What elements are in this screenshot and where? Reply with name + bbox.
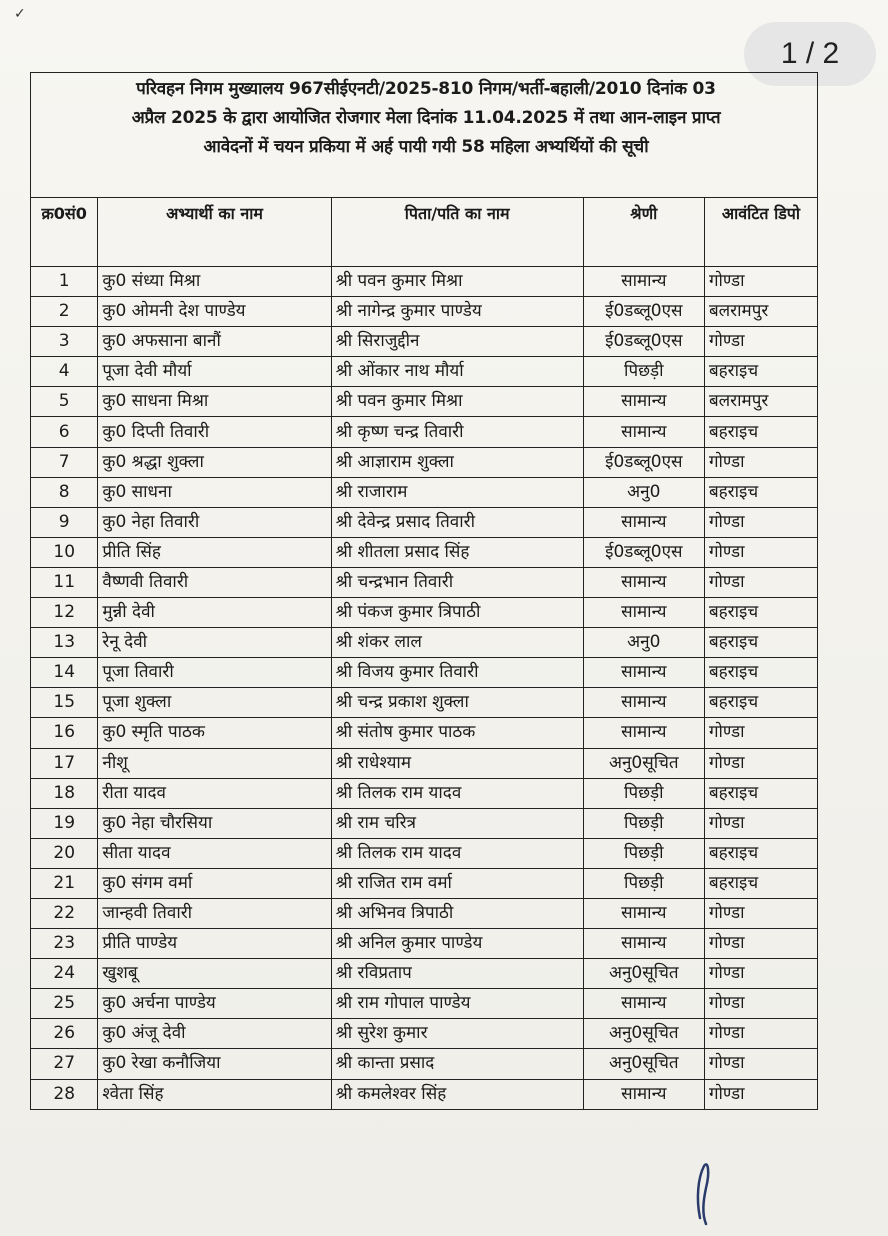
- cell-category: सामान्य: [583, 387, 704, 417]
- column-header-father-husband-name: पिता/पति का नाम: [331, 198, 583, 267]
- table-row: [31, 959, 818, 989]
- table-row: [31, 838, 818, 868]
- cell-candidate-name: सीता यादव: [98, 838, 331, 868]
- cell-father-husband-name: श्री शंकर लाल: [331, 628, 583, 658]
- cell-allotted-depot: गोण्डा: [704, 1049, 817, 1079]
- cell-allotted-depot: बहराइच: [704, 838, 817, 868]
- cell-category: सामान्य: [583, 1079, 704, 1109]
- cell-allotted-depot: गोण्डा: [704, 507, 817, 537]
- cell-candidate-name: रीता यादव: [98, 778, 331, 808]
- cell-category: पिछड़ी: [583, 778, 704, 808]
- cell-candidate-name: कु0 दिप्ती तिवारी: [98, 417, 331, 447]
- column-header-category: श्रेणी: [583, 198, 704, 267]
- table-row: [31, 688, 818, 718]
- cell-serial: 12: [31, 598, 98, 628]
- cell-candidate-name: नीशू: [98, 748, 331, 778]
- cell-serial: 13: [31, 628, 98, 658]
- cell-father-husband-name: श्री चन्द्रभान तिवारी: [331, 567, 583, 597]
- cell-candidate-name: कु0 साधना मिश्रा: [98, 387, 331, 417]
- cell-father-husband-name: श्री चन्द्र प्रकाश शुक्ला: [331, 688, 583, 718]
- cell-candidate-name: खुशबू: [98, 959, 331, 989]
- cell-serial: 18: [31, 778, 98, 808]
- cell-allotted-depot: बहराइच: [704, 778, 817, 808]
- table-row: [31, 808, 818, 838]
- cell-allotted-depot: गोण्डा: [704, 959, 817, 989]
- cell-category: सामान्य: [583, 688, 704, 718]
- table-body: [31, 267, 818, 1110]
- cell-category: अनु0सूचित: [583, 1019, 704, 1049]
- cell-allotted-depot: बहराइच: [704, 477, 817, 507]
- cell-allotted-depot: गोण्डा: [704, 537, 817, 567]
- table-row: [31, 477, 818, 507]
- cell-candidate-name: कु0 ओमनी देश पाण्डेय: [98, 297, 331, 327]
- cell-serial: 3: [31, 327, 98, 357]
- cell-allotted-depot: बहराइच: [704, 417, 817, 447]
- cell-father-husband-name: श्री पवन कुमार मिश्रा: [331, 387, 583, 417]
- cell-candidate-name: कु0 संगम वर्मा: [98, 868, 331, 898]
- cell-serial: 24: [31, 959, 98, 989]
- table-row: [31, 898, 818, 928]
- cell-serial: 16: [31, 718, 98, 748]
- cell-category: सामान्य: [583, 658, 704, 688]
- table-row: [31, 297, 818, 327]
- cell-candidate-name: प्रीति सिंह: [98, 537, 331, 567]
- cell-serial: 7: [31, 447, 98, 477]
- cell-serial: 5: [31, 387, 98, 417]
- cell-father-husband-name: श्री राजित राम वर्मा: [331, 868, 583, 898]
- corner-mark: ✓: [14, 6, 26, 22]
- cell-category: अनु0सूचित: [583, 748, 704, 778]
- cell-father-husband-name: श्री ओंकार नाथ मौर्या: [331, 357, 583, 387]
- cell-father-husband-name: श्री तिलक राम यादव: [331, 778, 583, 808]
- cell-father-husband-name: श्री कृष्ण चन्द्र तिवारी: [331, 417, 583, 447]
- cell-father-husband-name: श्री कान्ता प्रसाद: [331, 1049, 583, 1079]
- cell-candidate-name: मुन्नी देवी: [98, 598, 331, 628]
- cell-father-husband-name: श्री विजय कुमार तिवारी: [331, 658, 583, 688]
- cell-father-husband-name: श्री सुरेश कुमार: [331, 1019, 583, 1049]
- cell-serial: 19: [31, 808, 98, 838]
- cell-category: सामान्य: [583, 989, 704, 1019]
- cell-category: पिछड़ी: [583, 357, 704, 387]
- heading-line-1: परिवहन निगम मुख्यालय 967सीईएनटी/2025-810 निगम/भर्ती-बहाली/2010 दिनांक 03: [136, 79, 716, 99]
- cell-candidate-name: पूजा तिवारी: [98, 658, 331, 688]
- table-row: [31, 447, 818, 477]
- cell-serial: 25: [31, 989, 98, 1019]
- table-row: [31, 628, 818, 658]
- heading-line-3: आवेदनों में चयन प्रकिया में अर्ह पायी गयी 58 महिला अभ्यर्थियों की सूची: [203, 137, 649, 157]
- cell-father-husband-name: श्री तिलक राम यादव: [331, 838, 583, 868]
- cell-candidate-name: कु0 रेखा कनौजिया: [98, 1049, 331, 1079]
- cell-father-husband-name: श्री रविप्रताप: [331, 959, 583, 989]
- table-row: [31, 567, 818, 597]
- cell-candidate-name: कु0 नेहा चौरसिया: [98, 808, 331, 838]
- cell-serial: 27: [31, 1049, 98, 1079]
- cell-father-husband-name: श्री अभिनव त्रिपाठी: [331, 898, 583, 928]
- table-row: [31, 1019, 818, 1049]
- table-row: [31, 1049, 818, 1079]
- cell-category: अनु0सूचित: [583, 959, 704, 989]
- cell-category: सामान्य: [583, 567, 704, 597]
- cell-candidate-name: कु0 अर्चना पाण्डेय: [98, 989, 331, 1019]
- cell-serial: 23: [31, 929, 98, 959]
- cell-allotted-depot: गोण्डा: [704, 267, 817, 297]
- cell-serial: 22: [31, 898, 98, 928]
- cell-father-husband-name: श्री राधेश्याम: [331, 748, 583, 778]
- cell-allotted-depot: बलरामपुर: [704, 297, 817, 327]
- cell-allotted-depot: गोण्डा: [704, 567, 817, 597]
- table-row: [31, 868, 818, 898]
- cell-serial: 10: [31, 537, 98, 567]
- cell-category: सामान्य: [583, 417, 704, 447]
- cell-category: सामान्य: [583, 718, 704, 748]
- cell-candidate-name: जान्हवी तिवारी: [98, 898, 331, 928]
- cell-category: अनु0: [583, 477, 704, 507]
- cell-allotted-depot: बहराइच: [704, 868, 817, 898]
- cell-candidate-name: पूजा शुक्ला: [98, 688, 331, 718]
- cell-allotted-depot: गोण्डा: [704, 1079, 817, 1109]
- cell-category: पिछड़ी: [583, 808, 704, 838]
- cell-allotted-depot: गोण्डा: [704, 447, 817, 477]
- cell-serial: 6: [31, 417, 98, 447]
- cell-candidate-name: कु0 श्रद्धा शुक्ला: [98, 447, 331, 477]
- cell-category: सामान्य: [583, 898, 704, 928]
- table-row: [31, 778, 818, 808]
- cell-category: ई0डब्लू0एस: [583, 537, 704, 567]
- cell-category: ई0डब्लू0एस: [583, 327, 704, 357]
- cell-category: अनु0: [583, 628, 704, 658]
- cell-candidate-name: रेनू देवी: [98, 628, 331, 658]
- cell-category: सामान्य: [583, 267, 704, 297]
- cell-allotted-depot: गोण्डा: [704, 929, 817, 959]
- cell-allotted-depot: गोण्डा: [704, 989, 817, 1019]
- table-row: [31, 1079, 818, 1109]
- table-row: [31, 537, 818, 567]
- table-row: [31, 598, 818, 628]
- cell-serial: 9: [31, 507, 98, 537]
- cell-father-husband-name: श्री संतोष कुमार पाठक: [331, 718, 583, 748]
- cell-candidate-name: कु0 अंजू देवी: [98, 1019, 331, 1049]
- cell-serial: 2: [31, 297, 98, 327]
- cell-serial: 1: [31, 267, 98, 297]
- table-row: [31, 989, 818, 1019]
- column-header-allotted-depot: आवंटित डिपो: [704, 198, 817, 267]
- cell-allotted-depot: बहराइच: [704, 357, 817, 387]
- table-row: [31, 718, 818, 748]
- table-row: [31, 658, 818, 688]
- cell-father-husband-name: श्री अनिल कुमार पाण्डेय: [331, 929, 583, 959]
- cell-serial: 8: [31, 477, 98, 507]
- cell-serial: 14: [31, 658, 98, 688]
- cell-father-husband-name: श्री शीतला प्रसाद सिंह: [331, 537, 583, 567]
- cell-category: सामान्य: [583, 598, 704, 628]
- cell-father-husband-name: श्री राम चरित्र: [331, 808, 583, 838]
- cell-category: सामान्य: [583, 507, 704, 537]
- cell-category: पिछड़ी: [583, 868, 704, 898]
- cell-serial: 15: [31, 688, 98, 718]
- cell-father-husband-name: श्री कमलेश्वर सिंह: [331, 1079, 583, 1109]
- cell-candidate-name: प्रीति पाण्डेय: [98, 929, 331, 959]
- cell-allotted-depot: बलरामपुर: [704, 387, 817, 417]
- cell-category: अनु0सूचित: [583, 1049, 704, 1079]
- cell-allotted-depot: बहराइच: [704, 598, 817, 628]
- cell-father-husband-name: श्री राजाराम: [331, 477, 583, 507]
- document-heading: [36, 75, 816, 162]
- candidate-table: [30, 197, 818, 1110]
- cell-allotted-depot: गोण्डा: [704, 327, 817, 357]
- table-row: [31, 507, 818, 537]
- table-row: [31, 929, 818, 959]
- table-row: [31, 267, 818, 297]
- cell-allotted-depot: गोण्डा: [704, 898, 817, 928]
- cell-candidate-name: कु0 नेहा तिवारी: [98, 507, 331, 537]
- cell-serial: 17: [31, 748, 98, 778]
- cell-candidate-name: कु0 साधना: [98, 477, 331, 507]
- cell-allotted-depot: गोण्डा: [704, 808, 817, 838]
- cell-category: ई0डब्लू0एस: [583, 297, 704, 327]
- table-row: [31, 748, 818, 778]
- cell-serial: 4: [31, 357, 98, 387]
- heading-line-2: अप्रैल 2025 के द्वारा आयोजित रोजगार मेला दिनांक 11.04.2025 में तथा आन-लाइन प्राप्त: [131, 108, 721, 128]
- column-header-serial: क्र0सं0: [31, 198, 98, 267]
- table-row: [31, 417, 818, 447]
- cell-father-husband-name: श्री नागेन्द्र कुमार पाण्डेय: [331, 297, 583, 327]
- table-row: [31, 387, 818, 417]
- page-indicator-badge: 1 / 2: [744, 22, 876, 86]
- cell-category: पिछड़ी: [583, 838, 704, 868]
- cell-candidate-name: कु0 स्मृति पाठक: [98, 718, 331, 748]
- cell-allotted-depot: बहराइच: [704, 658, 817, 688]
- cell-category: सामान्य: [583, 929, 704, 959]
- cell-candidate-name: श्वेता सिंह: [98, 1079, 331, 1109]
- cell-candidate-name: पूजा देवी मौर्या: [98, 357, 331, 387]
- cell-serial: 11: [31, 567, 98, 597]
- cell-allotted-depot: गोण्डा: [704, 1019, 817, 1049]
- cell-allotted-depot: गोण्डा: [704, 718, 817, 748]
- cell-serial: 21: [31, 868, 98, 898]
- table-header-row: [31, 198, 818, 267]
- cell-category: ई0डब्लू0एस: [583, 447, 704, 477]
- cell-allotted-depot: बहराइच: [704, 688, 817, 718]
- cell-father-husband-name: श्री आज्ञाराम शुक्ला: [331, 447, 583, 477]
- table-row: [31, 357, 818, 387]
- cell-serial: 26: [31, 1019, 98, 1049]
- column-header-candidate-name: अभ्यार्थी का नाम: [98, 198, 331, 267]
- cell-allotted-depot: बहराइच: [704, 628, 817, 658]
- cell-candidate-name: कु0 अफसाना बानौं: [98, 327, 331, 357]
- cell-serial: 20: [31, 838, 98, 868]
- cell-father-husband-name: श्री सिराजुद्दीन: [331, 327, 583, 357]
- cell-father-husband-name: श्री राम गोपाल पाण्डेय: [331, 989, 583, 1019]
- signature-mark: [690, 1158, 720, 1228]
- cell-father-husband-name: श्री पंकज कुमार त्रिपाठी: [331, 598, 583, 628]
- cell-allotted-depot: गोण्डा: [704, 748, 817, 778]
- cell-serial: 28: [31, 1079, 98, 1109]
- cell-father-husband-name: श्री पवन कुमार मिश्रा: [331, 267, 583, 297]
- table-row: [31, 327, 818, 357]
- cell-father-husband-name: श्री देवेन्द्र प्रसाद तिवारी: [331, 507, 583, 537]
- cell-candidate-name: कु0 संध्या मिश्रा: [98, 267, 331, 297]
- cell-candidate-name: वैष्णवी तिवारी: [98, 567, 331, 597]
